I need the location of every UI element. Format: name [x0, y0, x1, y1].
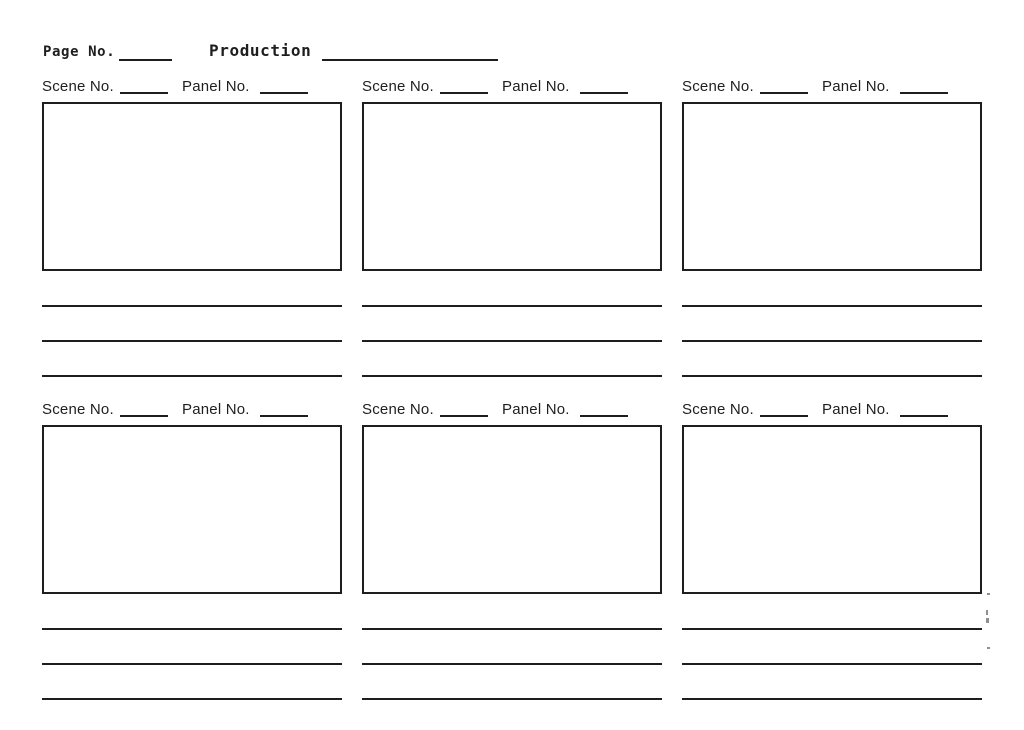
panel-5	[362, 402, 662, 700]
scan-artifact	[986, 618, 989, 623]
note-line	[682, 340, 982, 342]
note-line	[682, 663, 982, 665]
page-no-label: Page No.	[43, 44, 116, 60]
panel-6	[682, 402, 982, 700]
production-label: Production	[209, 41, 312, 60]
panel-4	[42, 402, 342, 700]
panel-no-label: Panel No.	[182, 78, 250, 95]
drawing-frame	[682, 102, 982, 271]
note-line	[42, 375, 342, 377]
scene-no-blank	[120, 415, 168, 417]
note-line	[42, 340, 342, 342]
drawing-frame	[362, 102, 662, 271]
note-line	[682, 375, 982, 377]
scene-no-label: Scene No.	[362, 78, 434, 95]
scene-no-label: Scene No.	[682, 78, 754, 95]
panels-grid	[42, 79, 982, 700]
panel-no-blank	[900, 415, 948, 417]
drawing-frame	[682, 425, 982, 594]
panel-no-blank	[580, 92, 628, 94]
panel-no-blank	[580, 415, 628, 417]
drawing-frame	[42, 102, 342, 271]
note-line	[362, 698, 662, 700]
scene-no-label: Scene No.	[362, 401, 434, 418]
drawing-frame	[42, 425, 342, 594]
note-line	[42, 628, 342, 630]
scan-artifact	[987, 647, 990, 649]
note-line	[362, 375, 662, 377]
scene-no-blank	[120, 92, 168, 94]
scene-no-blank	[760, 415, 808, 417]
panel-3	[682, 79, 982, 377]
scene-no-label: Scene No.	[42, 401, 114, 418]
note-line	[682, 305, 982, 307]
page-no-blank	[119, 59, 172, 61]
note-line	[42, 698, 342, 700]
panel-1-header	[42, 79, 342, 96]
panel-no-blank	[900, 92, 948, 94]
scan-artifact	[986, 610, 988, 615]
scene-no-label: Scene No.	[42, 78, 114, 95]
panel-no-label: Panel No.	[182, 401, 250, 418]
note-line	[42, 663, 342, 665]
panel-6-header	[682, 402, 982, 419]
panel-2-header	[362, 79, 662, 96]
panel-4-header	[42, 402, 342, 419]
scene-no-blank	[440, 92, 488, 94]
panel-5-header	[362, 402, 662, 419]
scene-no-label: Scene No.	[682, 401, 754, 418]
note-line	[682, 698, 982, 700]
panel-1	[42, 79, 342, 377]
scene-no-blank	[440, 415, 488, 417]
note-line	[362, 663, 662, 665]
panel-no-blank	[260, 92, 308, 94]
note-line	[362, 628, 662, 630]
panel-no-blank	[260, 415, 308, 417]
panel-2	[362, 79, 662, 377]
production-blank	[322, 59, 498, 61]
note-line	[682, 628, 982, 630]
panel-3-header	[682, 79, 982, 96]
scene-no-blank	[760, 92, 808, 94]
drawing-frame	[362, 425, 662, 594]
note-line	[42, 305, 342, 307]
panel-no-label: Panel No.	[502, 401, 570, 418]
panel-no-label: Panel No.	[822, 78, 890, 95]
note-line	[362, 305, 662, 307]
note-line	[362, 340, 662, 342]
panel-no-label: Panel No.	[502, 78, 570, 95]
panel-no-label: Panel No.	[822, 401, 890, 418]
scan-artifact	[987, 593, 990, 595]
